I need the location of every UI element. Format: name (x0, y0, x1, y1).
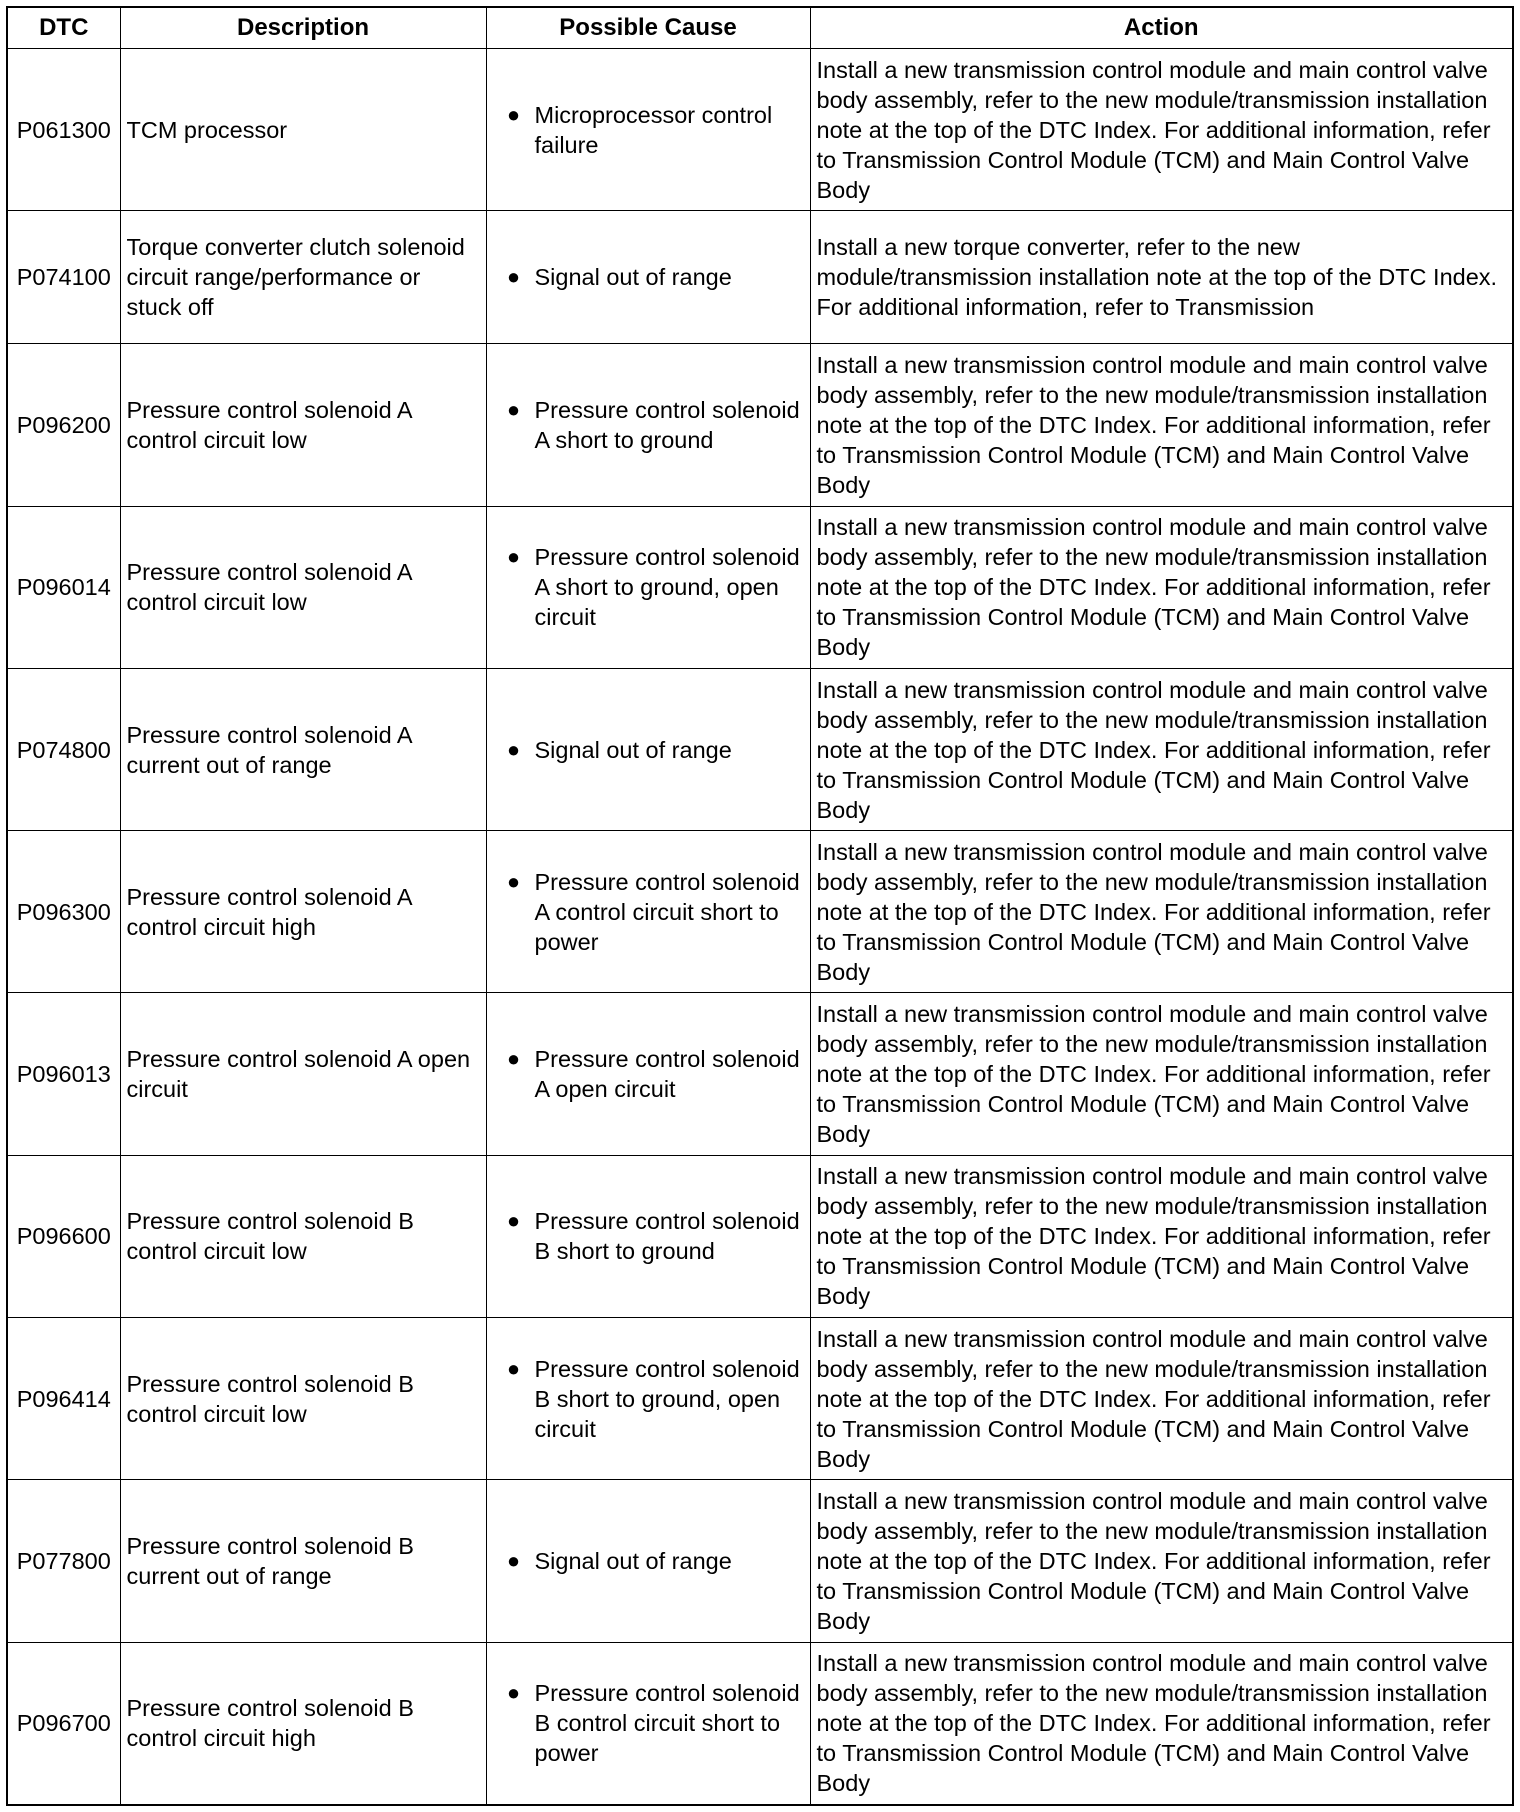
table-row (7, 1318, 1513, 1480)
possible-cause-text: Pressure control solenoid A control circuit short to power (534, 868, 800, 955)
bullet-icon: ● (506, 868, 521, 894)
dtc-cell (7, 1642, 120, 1805)
table-body (7, 49, 1513, 1806)
possible-cause-cell (486, 1318, 810, 1480)
bullet-icon: ● (506, 396, 521, 422)
possible-cause-cell (486, 831, 810, 993)
header-action: Action (810, 7, 1513, 49)
dtc-code: P074800 (16, 736, 111, 763)
bullet-icon: ● (506, 1680, 521, 1706)
description-cell: Pressure control solenoid B control circuit low (120, 1318, 486, 1480)
dtc-cell (7, 506, 120, 668)
table-row (7, 1155, 1513, 1317)
possible-cause-cell (486, 211, 810, 344)
action-cell: Install a new transmission control module and main control valve body assembly, refer to the new module/transmission installation note at the top of the DTC Index. For additional information, refer to Transmission Control Module (TCM) and Main Control Valve Body (810, 344, 1513, 506)
dtc-code: P096700 (16, 1710, 111, 1737)
dtc-cell (7, 993, 120, 1155)
possible-cause-cell (486, 1642, 810, 1805)
dtc-cell (7, 1480, 120, 1642)
possible-cause-text: Signal out of range (534, 736, 732, 763)
possible-cause-text: Pressure control solenoid A open circuit (534, 1046, 800, 1103)
table-row (7, 344, 1513, 506)
description-cell: Torque converter clutch solenoid circuit range/performance or stuck off (120, 211, 486, 344)
dtc-code: P096300 (16, 898, 111, 925)
possible-cause-cell (486, 993, 810, 1155)
dtc-cell (7, 1155, 120, 1317)
possible-cause-text: Pressure control solenoid B short to ground (534, 1208, 800, 1265)
dtc-code: P096200 (16, 411, 111, 438)
dtc-code: P096014 (16, 574, 111, 601)
bullet-icon: ● (506, 544, 521, 570)
description-cell: Pressure control solenoid A control circuit high (120, 831, 486, 993)
bullet-icon: ● (506, 1547, 521, 1573)
table-row (7, 668, 1513, 830)
table-row (7, 1642, 1513, 1805)
dtc-cell (7, 1318, 120, 1480)
dtc-cell (7, 831, 120, 993)
dtc-code: P096013 (16, 1061, 111, 1088)
action-cell: Install a new transmission control module and main control valve body assembly, refer to the new module/transmission installation note at the top of the DTC Index. For additional information, refer to Transmission Control Module (TCM) and Main Control Valve Body (810, 1642, 1513, 1805)
possible-cause-cell (486, 344, 810, 506)
bullet-icon: ● (506, 1355, 521, 1381)
header-description: Description (120, 7, 486, 49)
bullet-icon: ● (506, 736, 521, 762)
dtc-table (6, 6, 1514, 1806)
action-cell: Install a new transmission control module and main control valve body assembly, refer to the new module/transmission installation note at the top of the DTC Index. For additional information, refer to Transmission Control Module (TCM) and Main Control Valve Body (810, 49, 1513, 211)
possible-cause-cell (486, 1480, 810, 1642)
bullet-icon: ● (506, 101, 521, 127)
dtc-code: P096414 (16, 1385, 111, 1412)
description-cell: Pressure control solenoid A control circuit low (120, 344, 486, 506)
possible-cause-cell (486, 1155, 810, 1317)
possible-cause-text: Signal out of range (534, 1547, 732, 1574)
action-cell: Install a new transmission control module and main control valve body assembly, refer to the new module/transmission installation note at the top of the DTC Index. For additional information, refer to Transmission Control Module (TCM) and Main Control Valve Body (810, 506, 1513, 668)
header-possible-cause: Possible Cause (486, 7, 810, 49)
possible-cause-text: Signal out of range (534, 264, 732, 291)
dtc-cell (7, 49, 120, 211)
possible-cause-cell (486, 49, 810, 211)
possible-cause-text: Microprocessor control failure (534, 101, 773, 158)
dtc-cell (7, 668, 120, 830)
table-row (7, 993, 1513, 1155)
possible-cause-text: Pressure control solenoid B short to ground, open circuit (534, 1355, 800, 1442)
description-cell: Pressure control solenoid B control circuit high (120, 1642, 486, 1805)
possible-cause-cell (486, 506, 810, 668)
dtc-code: P096600 (16, 1223, 111, 1250)
dtc-cell (7, 211, 120, 344)
table-row (7, 211, 1513, 344)
dtc-cell (7, 344, 120, 506)
description-cell: Pressure control solenoid B control circuit low (120, 1155, 486, 1317)
table-row (7, 49, 1513, 211)
description-cell: Pressure control solenoid A current out of range (120, 668, 486, 830)
bullet-icon: ● (506, 264, 521, 290)
table-row (7, 506, 1513, 668)
possible-cause-text: Pressure control solenoid B control circuit short to power (534, 1680, 800, 1767)
action-cell: Install a new transmission control module and main control valve body assembly, refer to the new module/transmission installation note at the top of the DTC Index. For additional information, refer to Transmission Control Module (TCM) and Main Control Valve Body (810, 668, 1513, 830)
dtc-code: P077800 (16, 1547, 111, 1574)
possible-cause-text: Pressure control solenoid A short to ground, open circuit (534, 544, 800, 631)
table-row (7, 831, 1513, 993)
description-cell: Pressure control solenoid B current out of range (120, 1480, 486, 1642)
action-cell: Install a new transmission control module and main control valve body assembly, refer to the new module/transmission installation note at the top of the DTC Index. For additional information, refer to Transmission Control Module (TCM) and Main Control Valve Body (810, 1318, 1513, 1480)
action-cell: Install a new transmission control module and main control valve body assembly, refer to the new module/transmission installation note at the top of the DTC Index. For additional information, refer to Transmission Control Module (TCM) and Main Control Valve Body (810, 831, 1513, 993)
action-cell: Install a new torque converter, refer to the new module/transmission installation note at the top of the DTC Index. For additional information, refer to Transmission (810, 211, 1513, 344)
description-cell: Pressure control solenoid A open circuit (120, 993, 486, 1155)
description-cell: TCM processor (120, 49, 486, 211)
action-cell: Install a new transmission control module and main control valve body assembly, refer to the new module/transmission installation note at the top of the DTC Index. For additional information, refer to Transmission Control Module (TCM) and Main Control Valve Body (810, 993, 1513, 1155)
bullet-icon: ● (506, 1046, 521, 1072)
action-cell: Install a new transmission control module and main control valve body assembly, refer to the new module/transmission installation note at the top of the DTC Index. For additional information, refer to Transmission Control Module (TCM) and Main Control Valve Body (810, 1155, 1513, 1317)
dtc-code: P061300 (16, 116, 111, 143)
table-row (7, 1480, 1513, 1642)
possible-cause-text: Pressure control solenoid A short to ground (534, 396, 800, 453)
possible-cause-cell (486, 668, 810, 830)
action-cell: Install a new transmission control module and main control valve body assembly, refer to the new module/transmission installation note at the top of the DTC Index. For additional information, refer to Transmission Control Module (TCM) and Main Control Valve Body (810, 1480, 1513, 1642)
header-dtc: DTC (7, 7, 120, 49)
bullet-icon: ● (506, 1208, 521, 1234)
dtc-code: P074100 (16, 264, 111, 291)
header-row (7, 7, 1513, 49)
description-cell: Pressure control solenoid A control circuit low (120, 506, 486, 668)
